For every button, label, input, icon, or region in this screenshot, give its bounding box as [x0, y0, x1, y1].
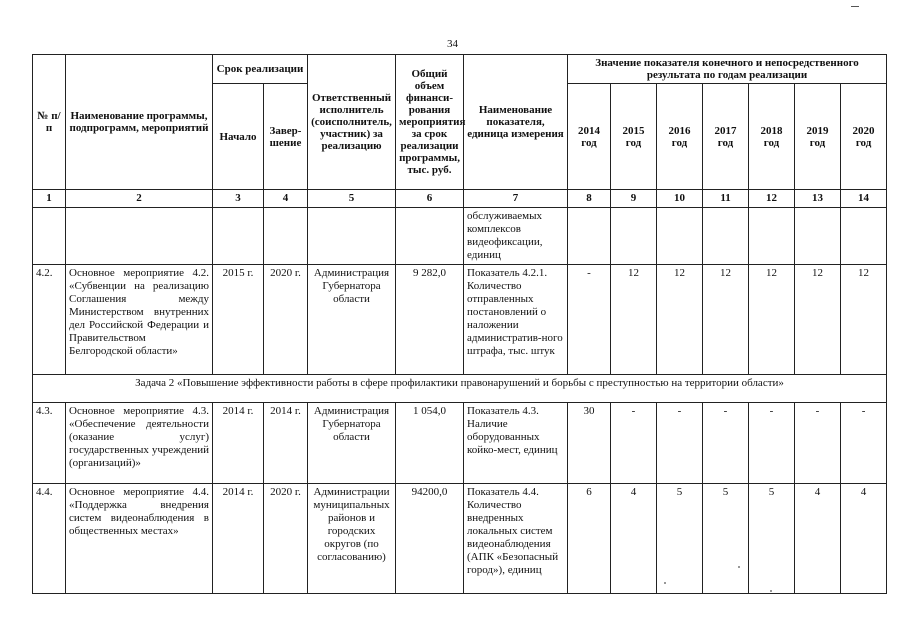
- row-num: [33, 208, 66, 265]
- header-year: 2018 год: [749, 84, 795, 190]
- row-name: [66, 208, 213, 265]
- header-year: 2017 год: [703, 84, 749, 190]
- row-value: 4: [841, 484, 887, 594]
- row-indicator: Показатель 4.3. Наличие оборудованных койко-мест, единиц: [464, 403, 568, 484]
- column-number: 1: [33, 190, 66, 208]
- row-indicator: Показатель 4.2.1. Количество отправленных постановлений о наложении административ-ного штрафа, тыс. штук: [464, 265, 568, 375]
- row-value: -: [841, 403, 887, 484]
- row-value: -: [749, 403, 795, 484]
- header-executor: Ответственный исполнитель (соисполнитель, участник) за реализацию: [308, 55, 396, 190]
- row-value: [703, 208, 749, 265]
- row-start: 2015 г.: [213, 265, 264, 375]
- column-number: 2: [66, 190, 213, 208]
- header-values-group: Значение показателя конечного и непосредственного результата по годам реализации: [568, 55, 887, 84]
- row-num: 4.3.: [33, 403, 66, 484]
- header-year: 2014 год: [568, 84, 611, 190]
- row-value: 12: [841, 265, 887, 375]
- header-funding: Общий объем финанси-рования мероприятия за срок реализации программы, тыс. руб.: [396, 55, 464, 190]
- row-start: 2014 г.: [213, 403, 264, 484]
- row-indicator: обслуживаемых комплексов видеофиксации, единиц: [464, 208, 568, 265]
- column-number: 10: [657, 190, 703, 208]
- row-name: Основное мероприятие 4.3. «Обеспечение деятельности (оказание услуг) государственных учреждений (организаций)»: [66, 403, 213, 484]
- row-num: 4.4.: [33, 484, 66, 594]
- row-start: [213, 208, 264, 265]
- header-name: Наименование программы, подпрограмм, мероприятий: [66, 55, 213, 190]
- header-start: Начало: [213, 84, 264, 190]
- row-end: 2020 г.: [264, 265, 308, 375]
- row-value: 4: [611, 484, 657, 594]
- row-indicator: Показатель 4.4. Количество внедренных локальных систем видеонаблюдения (АПК «Безопасный город»), единиц: [464, 484, 568, 594]
- row-value: [749, 208, 795, 265]
- row-value: [841, 208, 887, 265]
- table-row: [33, 484, 887, 594]
- header-end: Завер-шение: [264, 84, 308, 190]
- row-value: [795, 208, 841, 265]
- task-title: Задача 2 «Повышение эффективности работы в сфере профилактики правонарушений и борьбы с преступностью на территории области»: [33, 375, 887, 403]
- header-period: Срок реализации: [213, 55, 308, 84]
- row-value: 12: [611, 265, 657, 375]
- row-value: 5: [749, 484, 795, 594]
- row-executor: Администрация Губернатора области: [308, 403, 396, 484]
- row-executor: [308, 208, 396, 265]
- row-funding: 94200,0: [396, 484, 464, 594]
- row-num: 4.2.: [33, 265, 66, 375]
- row-name: Основное мероприятие 4.2. «Субвенции на реализацию Соглашения между Министерством внутренних дел Российской Федерации и Правительством Белгородской области»: [66, 265, 213, 375]
- row-value: -: [568, 265, 611, 375]
- header-year: 2015 год: [611, 84, 657, 190]
- row-value: -: [795, 403, 841, 484]
- table-row: [33, 265, 887, 375]
- column-number: 13: [795, 190, 841, 208]
- column-number: 6: [396, 190, 464, 208]
- column-number-row: [33, 190, 887, 208]
- page-number: 34: [447, 38, 458, 50]
- header-row: [33, 55, 887, 84]
- row-value: 5: [657, 484, 703, 594]
- header-indicator: Наименование показателя, единица измерения: [464, 55, 568, 190]
- row-name: Основное мероприятие 4.4. «Поддержка внедрения систем видеонаблюдения в общественных местах»: [66, 484, 213, 594]
- row-end: [264, 208, 308, 265]
- column-number: 14: [841, 190, 887, 208]
- column-number: 3: [213, 190, 264, 208]
- row-value: [568, 208, 611, 265]
- header-year: 2019 год: [795, 84, 841, 190]
- row-funding: [396, 208, 464, 265]
- row-value: -: [657, 403, 703, 484]
- column-number: 8: [568, 190, 611, 208]
- row-value: [657, 208, 703, 265]
- column-number: 4: [264, 190, 308, 208]
- row-value: -: [611, 403, 657, 484]
- row-value: 30: [568, 403, 611, 484]
- scan-mark: [851, 6, 859, 7]
- table-row: [33, 403, 887, 484]
- row-value: 6: [568, 484, 611, 594]
- header-year: 2016 год: [657, 84, 703, 190]
- row-value: [611, 208, 657, 265]
- task-row: [33, 375, 887, 403]
- row-value: 4: [795, 484, 841, 594]
- row-executor: Администрации муниципальных районов и городских округов (по согласованию): [308, 484, 396, 594]
- column-number: 9: [611, 190, 657, 208]
- table-row: [33, 208, 887, 265]
- row-executor: Администрация Губернатора области: [308, 265, 396, 375]
- row-value: -: [703, 403, 749, 484]
- row-value: 5: [703, 484, 749, 594]
- row-funding: 1 054,0: [396, 403, 464, 484]
- column-number: 12: [749, 190, 795, 208]
- row-value: 12: [657, 265, 703, 375]
- column-number: 11: [703, 190, 749, 208]
- header-year: 2020 год: [841, 84, 887, 190]
- row-value: 12: [749, 265, 795, 375]
- program-indicators-table: [32, 54, 887, 594]
- row-funding: 9 282,0: [396, 265, 464, 375]
- row-end: 2020 г.: [264, 484, 308, 594]
- row-value: 12: [703, 265, 749, 375]
- column-number: 7: [464, 190, 568, 208]
- row-start: 2014 г.: [213, 484, 264, 594]
- row-value: 12: [795, 265, 841, 375]
- column-number: 5: [308, 190, 396, 208]
- header-num: № п/п: [33, 55, 66, 190]
- row-end: 2014 г.: [264, 403, 308, 484]
